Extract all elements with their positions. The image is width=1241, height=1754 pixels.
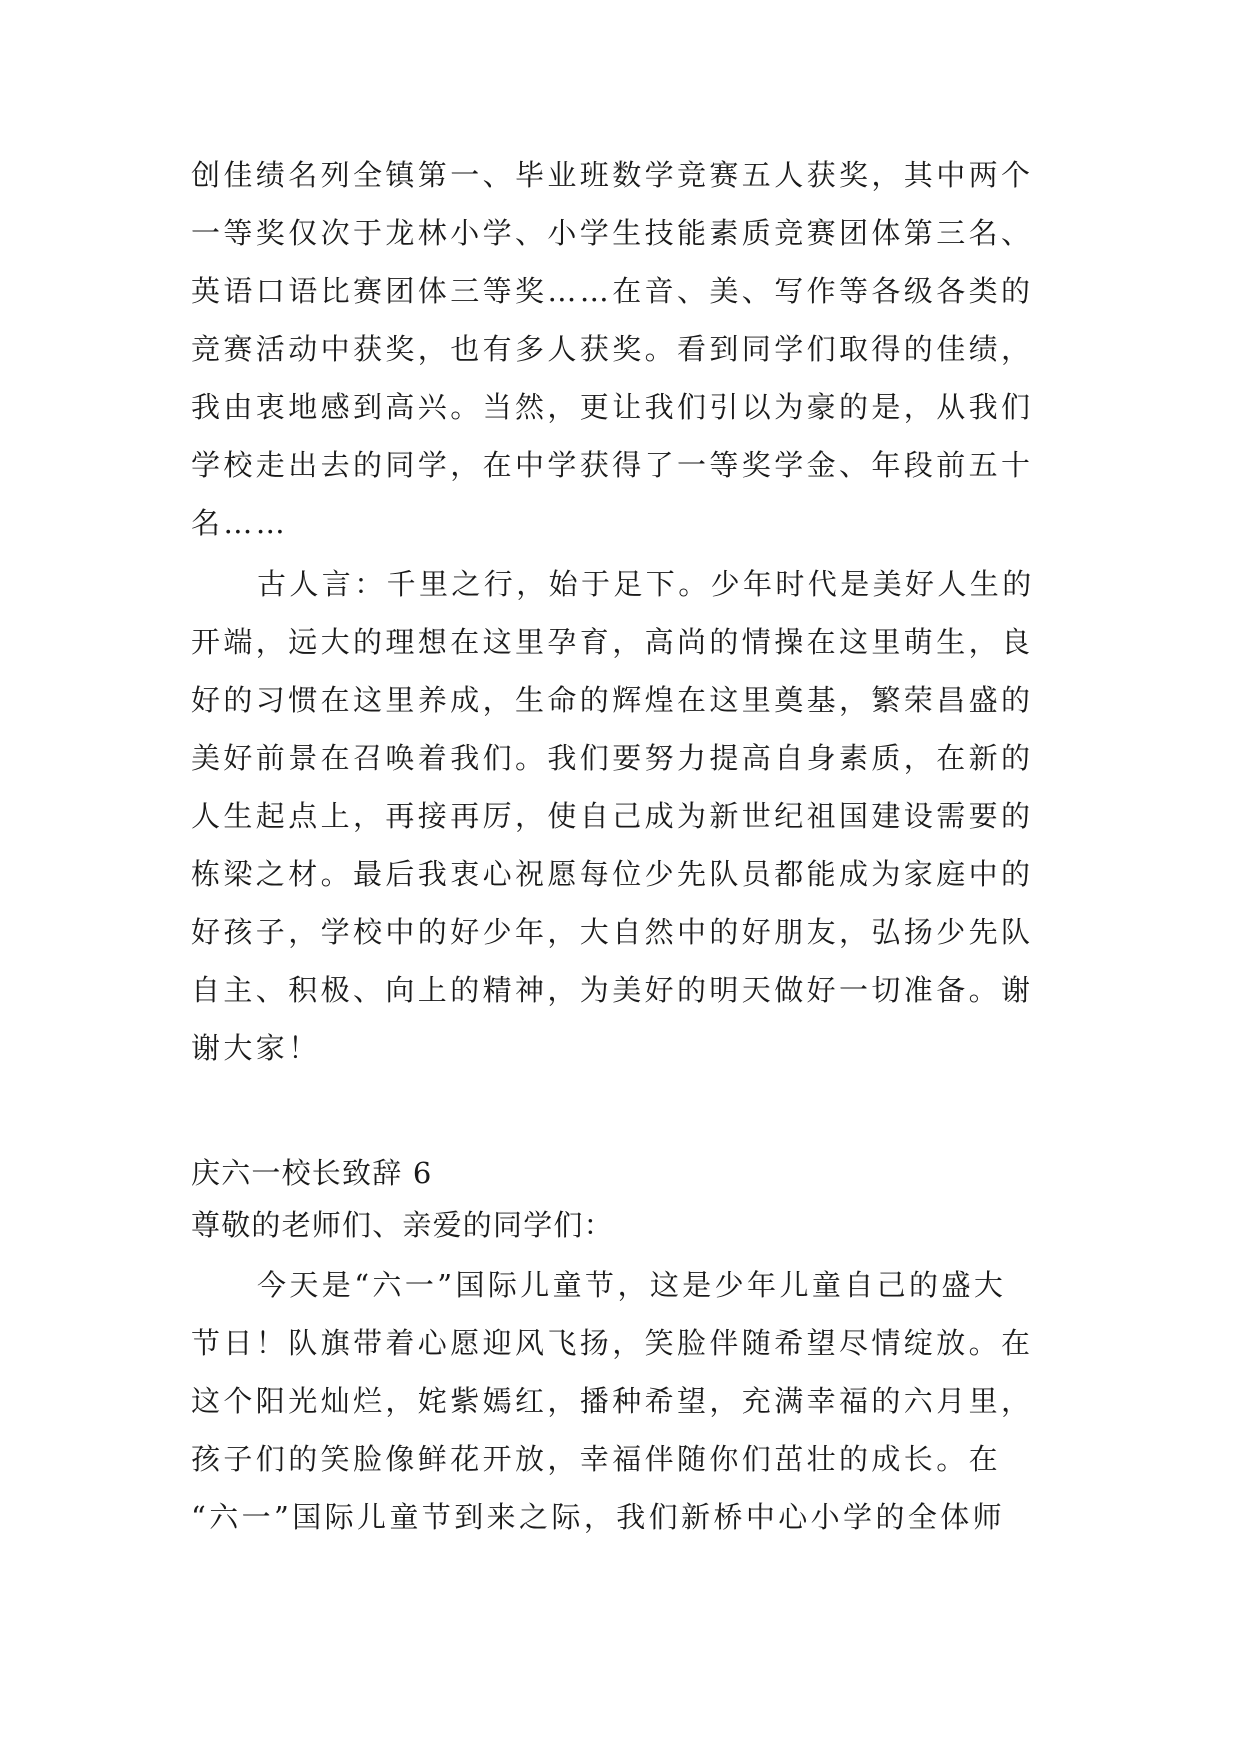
text-line: 好孩子，学校中的好少年，大自然中的好朋友，弘扬少先队 [191, 915, 1034, 949]
section-title: 庆六一校长致辞 6 [191, 1156, 433, 1190]
text-line: 美好前景在召唤着我们。我们要努力提高自身素质，在新的 [191, 741, 1034, 775]
text-line: 我由衷地感到高兴。当然，更让我们引以为豪的是，从我们 [191, 390, 1034, 424]
text-line: 自主、积极、向上的精神，为美好的明天做好一切准备。谢 [191, 973, 1034, 1007]
text-line: 英语口语比赛团体三等奖……在音、美、写作等各级各类的 [191, 274, 1034, 308]
text-line: 人生起点上，再接再厉，使自己成为新世纪祖国建设需要的 [191, 799, 1034, 833]
text-line: 一等奖仅次于龙林小学、小学生技能素质竞赛团体第三名、 [191, 216, 1034, 250]
text-line: 谢大家！ [191, 1031, 321, 1065]
section-heading-block [191, 1149, 1071, 1197]
text-line: “六一”国际儿童节到来之际，我们新桥中心小学的全体师 [191, 1500, 1006, 1534]
text-line: 今天是“六一”国际儿童节，这是少年儿童自己的盛大 [257, 1268, 1007, 1302]
text-line: 开端，远大的理想在这里孕育，高尚的情操在这里萌生，良 [191, 625, 1034, 659]
text-line: 好的习惯在这里养成，生命的辉煌在这里奠基，繁荣昌盛的 [191, 683, 1034, 717]
paragraph-childrens-day [191, 1256, 1071, 1546]
text-line: 节日！队旗带着心愿迎风飞扬，笑脸伴随希望尽情绽放。在 [191, 1326, 1034, 1360]
text-line: 孩子们的笑脸像鲜花开放，幸福伴随你们茁壮的成长。在 [191, 1442, 1002, 1476]
salutation-block [191, 1201, 1071, 1249]
text-line: 竞赛活动中获奖，也有多人获奖。看到同学们取得的佳绩， [191, 332, 1034, 366]
text-line: 名…… [191, 506, 289, 540]
text-line: 学校走出去的同学，在中学获得了一等奖学金、年段前五十 [191, 448, 1034, 482]
text-line: 栋梁之材。最后我衷心祝愿每位少先队员都能成为家庭中的 [191, 857, 1034, 891]
text-line: 这个阳光灿烂，姹紫嫣红，播种希望，充满幸福的六月里， [191, 1384, 1034, 1418]
salutation: 尊敬的老师们、亲爱的同学们： [191, 1208, 614, 1242]
text-line: 古人言：千里之行，始于足下。少年时代是美好人生的 [257, 567, 1035, 601]
paragraph-achievements [191, 146, 1071, 552]
paragraph-closing [191, 555, 1071, 1077]
text-line: 创佳绩名列全镇第一、毕业班数学竞赛五人获奖，其中两个 [191, 158, 1034, 192]
